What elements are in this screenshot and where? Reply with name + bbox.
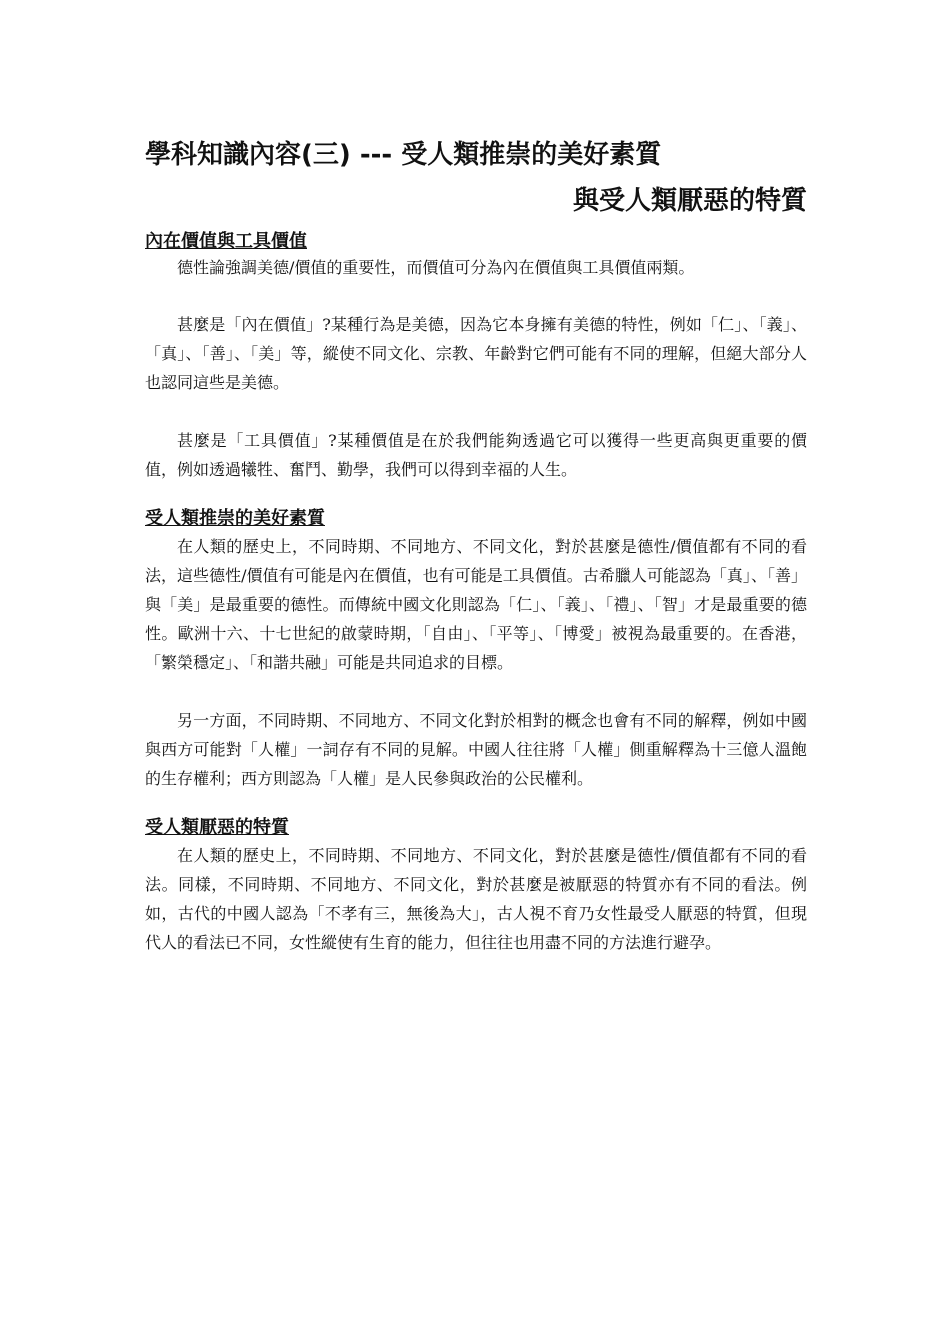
paragraph: 甚麼是「內在價值」?某種行為是美德，因為它本身擁有美德的特性，例如「仁」、「義」、「真」、「善」、「美」等，縱使不同文化、宗教、年齡對它們可能有不同的理解，但絕大部分人也認同這些是美德。 [145,315,807,392]
document-title-line-1: 學科知識內容(三) --- 受人類推崇的美好素質 [145,140,662,170]
section-disliked-qualities [145,815,807,957]
paragraph: 甚麼是「工具價值」?某種價值是在於我們能夠透過它可以獲得一些更高與更重要的價值，例如透過犧牲、奮鬥、勤學，我們可以得到幸福的人生。 [145,431,807,479]
section-heading: 內在價值與工具價值 [145,231,307,252]
document-page [145,135,807,957]
paragraph: 德性論強調美德/價值的重要性，而價值可分為內在價值與工具價值兩類。 [177,258,695,277]
section-heading: 受人類厭惡的特質 [145,817,289,838]
section-intrinsic-instrumental-value [145,229,807,484]
section-heading: 受人類推崇的美好素質 [145,508,325,529]
section-admired-qualities [145,506,807,793]
paragraph: 在人類的歷史上，不同時期、不同地方、不同文化，對於甚麼是德性/價值都有不同的看法。同樣，不同時期、不同地方、不同文化，對於甚麼是被厭惡的特質亦有不同的看法。例如，古代的中國人認為「不孝有三，無後為大」，古人視不育乃女性最受人厭惡的特質，但現代人的看法已不同，女性縱使有生育的能力，但往往也用盡不同的方法進行避孕。 [145,846,807,952]
document-title-line-2: 與受人類厭惡的特質 [572,186,807,216]
paragraph: 在人類的歷史上，不同時期、不同地方、不同文化，對於甚麼是德性/價值都有不同的看法，這些德性/價值有可能是內在價值，也有可能是工具價值。古希臘人可能認為「真」、「善」與「美」是最重要的德性。而傳統中國文化則認為「仁」、「義」、「禮」、「智」才是最重要的德性。歐洲十六、十七世紀的啟蒙時期，「自由」、「平等」、「博愛」被視為最重要的。在香港，「繁榮穩定」、「和諧共融」可能是共同追求的目標。 [145,537,807,672]
paragraph: 另一方面，不同時期、不同地方、不同文化對於相對的概念也會有不同的解釋，例如中國與西方可能對「人權」一詞存有不同的見解。中國人往往將「人權」側重解釋為十三億人溫飽的生存權利；西方則認為「人權」是人民參與政治的公民權利。 [145,711,807,788]
